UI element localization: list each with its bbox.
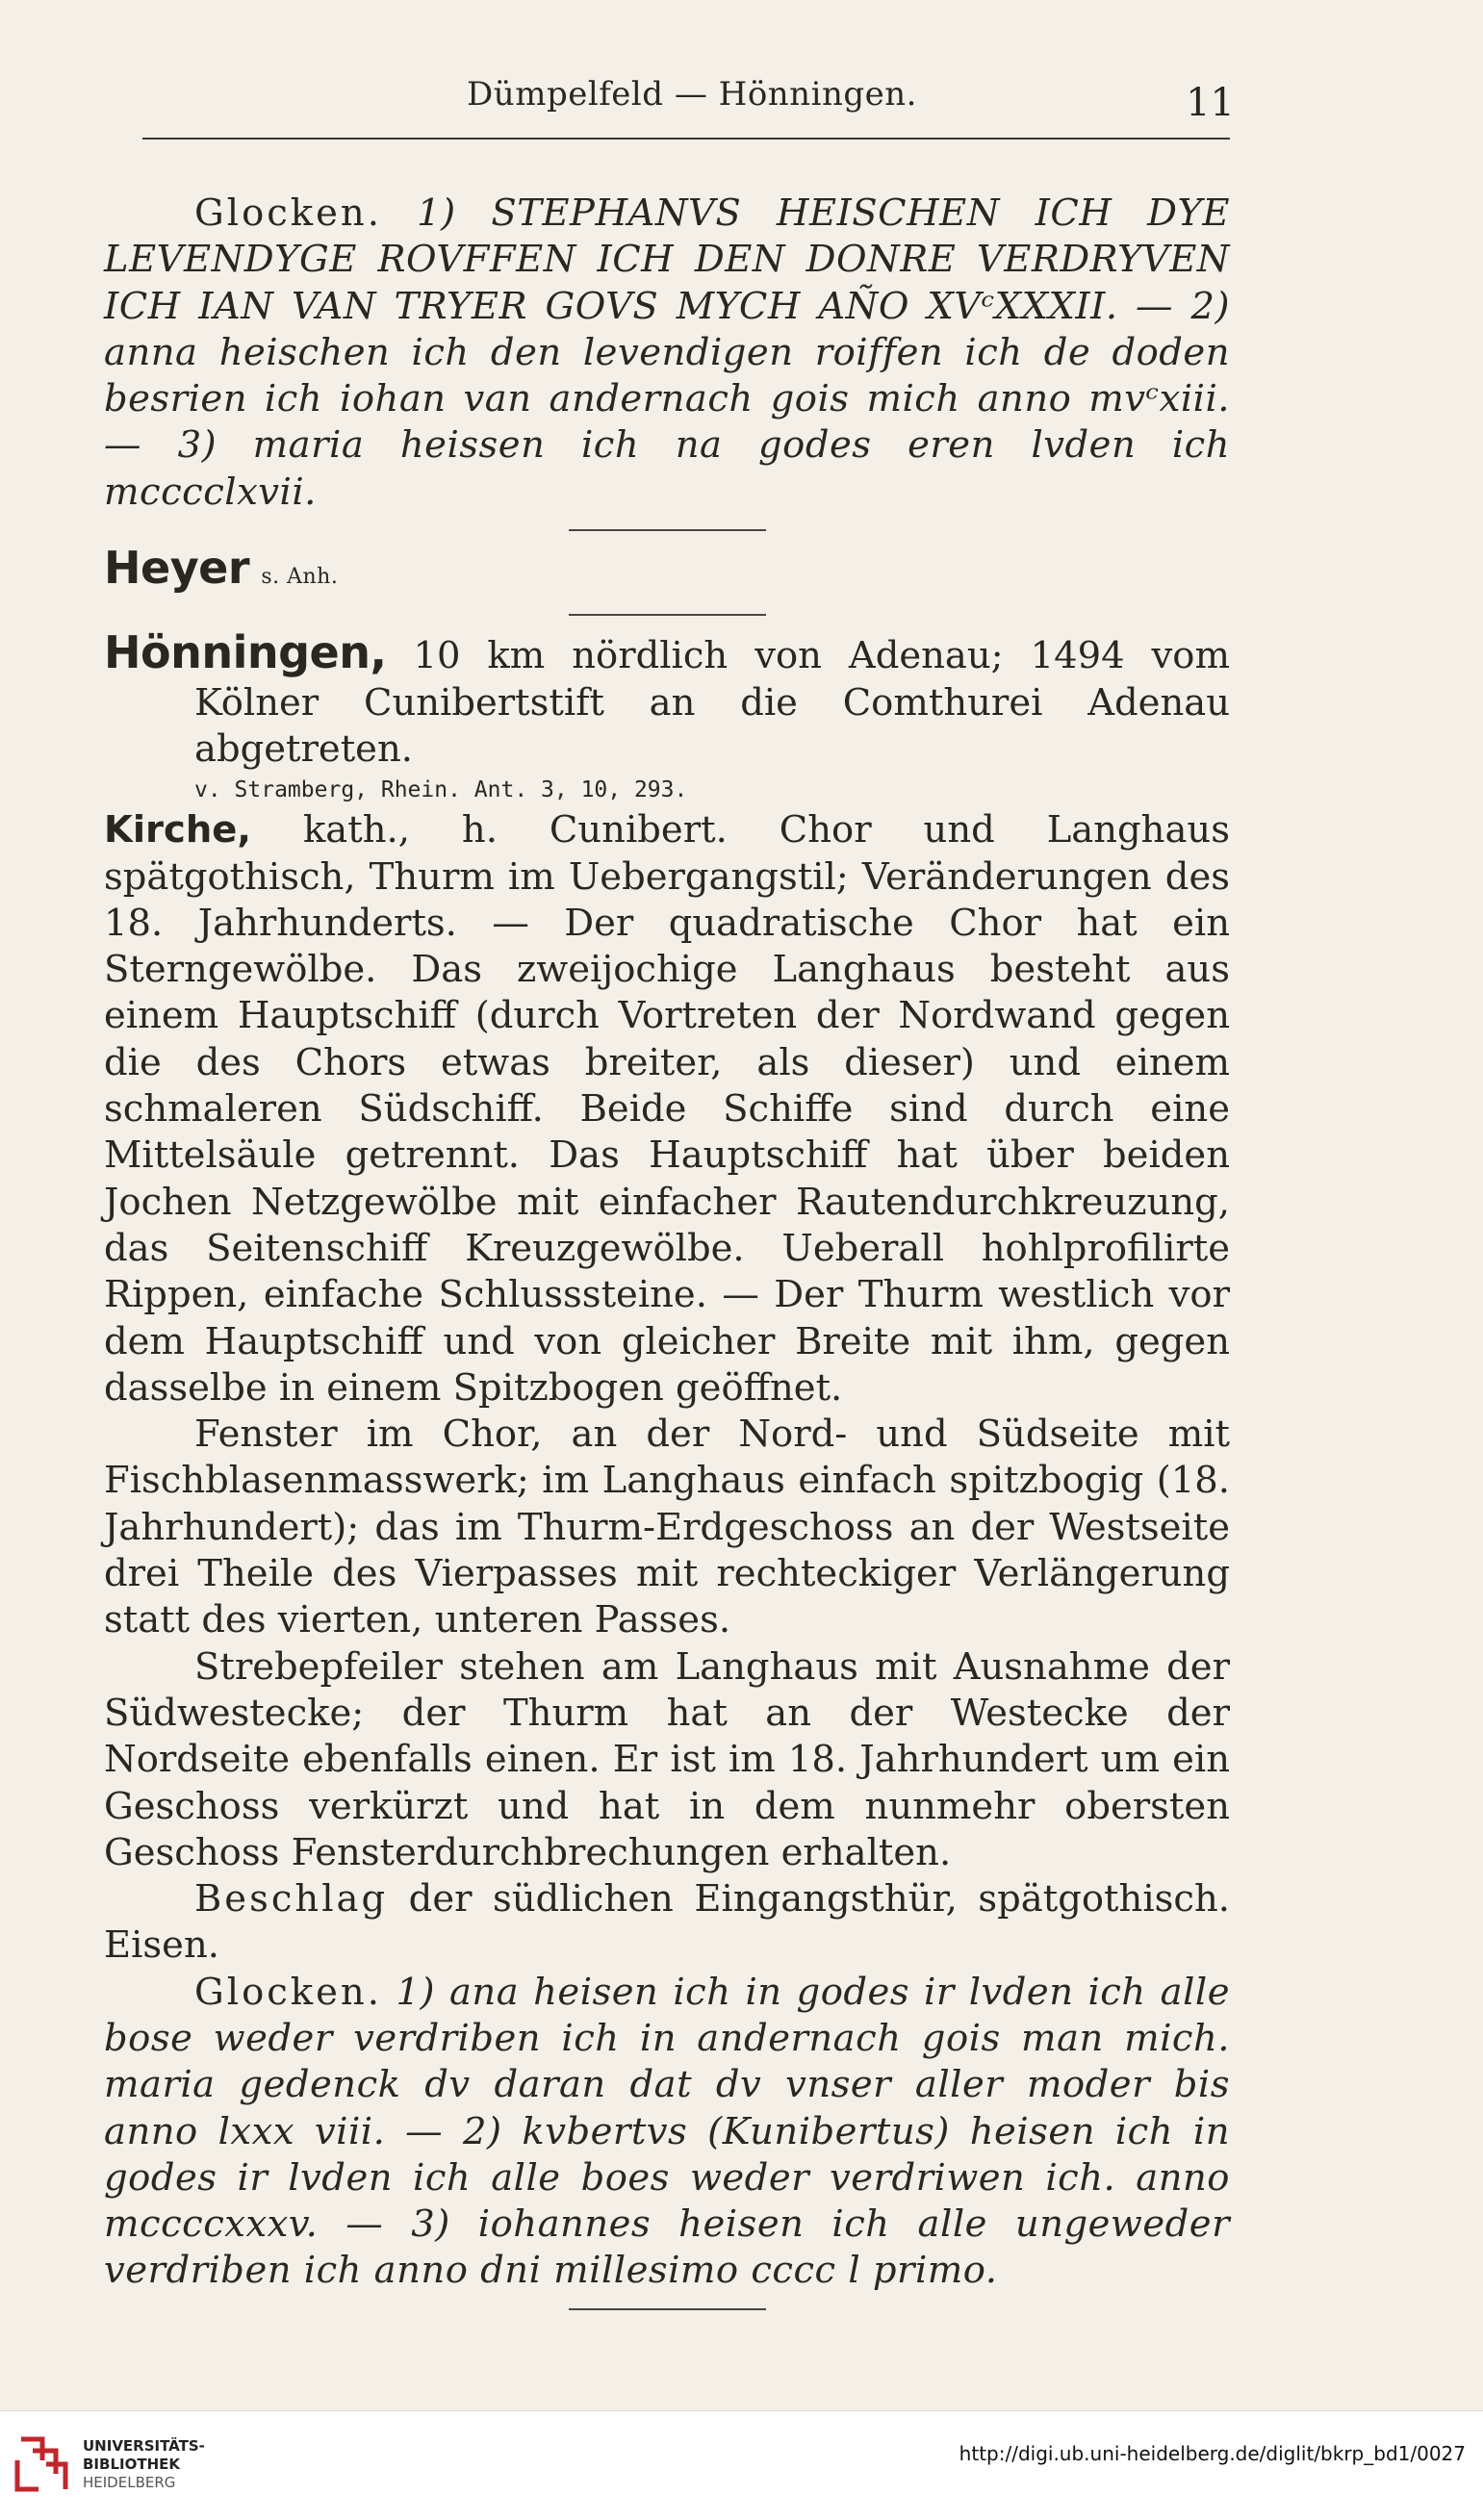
header-rule — [142, 138, 1230, 140]
hoenningen-intro: 10 km nördlich von Adenau; 1494 vom Kölner Cunibertstift an die Comthurei Adenau abgetreten. — [194, 634, 1230, 771]
library-logo-icon — [13, 2431, 71, 2497]
fenster-paragraph: Fenster im Chor, an der Nord- und Südseite mit Fischblasenmasswerk; im Langhaus einfach spitzbogig (18. Jahrhundert); das im Thurm-Erdgeschoss an der Westseite drei Theile des Vierpasses mit rechteckiger Verlängerung statt des vierten, unteren Passes. — [104, 1413, 1230, 1642]
glocken-paragraph-1 — [104, 191, 1230, 516]
heyer-reference: s. Anh. — [261, 565, 339, 590]
glocken-lead-2: Glocken. — [194, 1970, 382, 2014]
source-url-link[interactable]: http://digi.ub.uni-heidelberg.de/diglit/bkrp_bd1/0027 — [959, 2442, 1466, 2465]
body-text — [104, 191, 1230, 2324]
library-name-line-2: BIBLIOTHEK — [83, 2456, 180, 2473]
kirche-paragraph — [104, 807, 1230, 1412]
section-divider — [569, 529, 766, 531]
kirche-label: Kirche, — [104, 808, 251, 853]
heyer-heading: Heyer — [104, 542, 250, 595]
library-name — [83, 2437, 205, 2492]
beschlag-paragraph — [104, 1876, 1230, 1970]
glocken-paragraph-2 — [104, 1970, 1230, 2295]
heyer-entry — [104, 542, 1230, 600]
library-name-line-1: UNIVERSITÄTS- — [83, 2437, 205, 2455]
literature-reference: v. Stramberg, Rhein. Ant. 3, 10, 293. — [194, 777, 688, 803]
running-head: Dümpelfeld — Hönningen. — [467, 75, 917, 114]
viewer-footer — [0, 2410, 1483, 2520]
beschlag-text: der südlichen Eingangsthür, spätgothisch. Eisen. — [104, 1877, 1230, 1968]
library-name-line-3: HEIDELBERG — [83, 2474, 176, 2491]
page-number: 11 — [1186, 81, 1235, 125]
kirche-text: kath., h. Cunibert. Chor und Langhaus spätgothisch, Thurm im Uebergangstil; Veränderungen des 18. Jahrhunderts. — Der quadratische Chor hat ein Sterngewölbe. Das zweijochige Langhaus besteht aus einem Hauptschiff (durch Vortreten der Nordwand gegen die des Chors etwas breiter, als dieser) und einem schmaleren Südschiff. Beide Schiffe sind durch eine Mittelsäule getrennt. Das Hauptschiff hat über beiden Jochen Netzgewölbe mit einfacher Rautendurchkreuzung, das Seitenschiff Kreuzgewölbe. Ueberall hohlprofilirte Rippen, einfache Schlusssteine. — Der Thurm westlich vor dem Hauptschiff und von gleicher Breite mit ihm, gegen dasselbe in einem Spitzbogen geöffnet. — [104, 808, 1230, 1410]
hoenningen-entry — [104, 626, 1230, 773]
inscription-text-1: 1) STEPHANVS HEISCHEN ICH DYE LEVENDYGE ROVFFEN ICH DEN DONRE VERDRYVEN ICH IAN VAN TRYER GOVS MYCH AÑO XVᶜXXXII. — 2) anna heischen ich den levendigen roiffen ich de doden besrien ich iohan van andernach gois mich anno mvᶜxiii. — 3) maria heissen ich na godes eren lvden ich mcccclxvii. — [104, 191, 1230, 514]
section-divider — [569, 614, 766, 616]
inscription-text-2: 1) ana heisen ich in godes ir lvden ich alle bose weder verdriben ich in andernach gois man mich. maria gedenck dv daran dat dv vnser aller moder bis anno lxxx viii. — 2) kvbertvs (Kunibertus) heisen ich in godes ir lvden ich alle boes weder verdriwen ich. anno mccccxxxv. — 3) iohannes heisen ich alle ungeweder verdriben ich anno dni millesimo cccc l primo. — [104, 1970, 1230, 2293]
strebepfeiler-paragraph: Strebepfeiler stehen am Langhaus mit Ausnahme der Südwestecke; der Thurm hat an der Westecke der Nordseite ebenfalls einen. Er ist im 18. Jahrhundert um ein Geschoss verkürzt und hat in dem nunmehr obersten Geschoss Fensterdurchbrechungen erhalten. — [104, 1644, 1230, 1874]
glocken-lead-1: Glocken. — [194, 191, 382, 235]
beschlag-lead: Beschlag — [194, 1877, 389, 1922]
hoenningen-heading: Hönningen, — [104, 626, 387, 679]
end-divider — [569, 2308, 766, 2310]
